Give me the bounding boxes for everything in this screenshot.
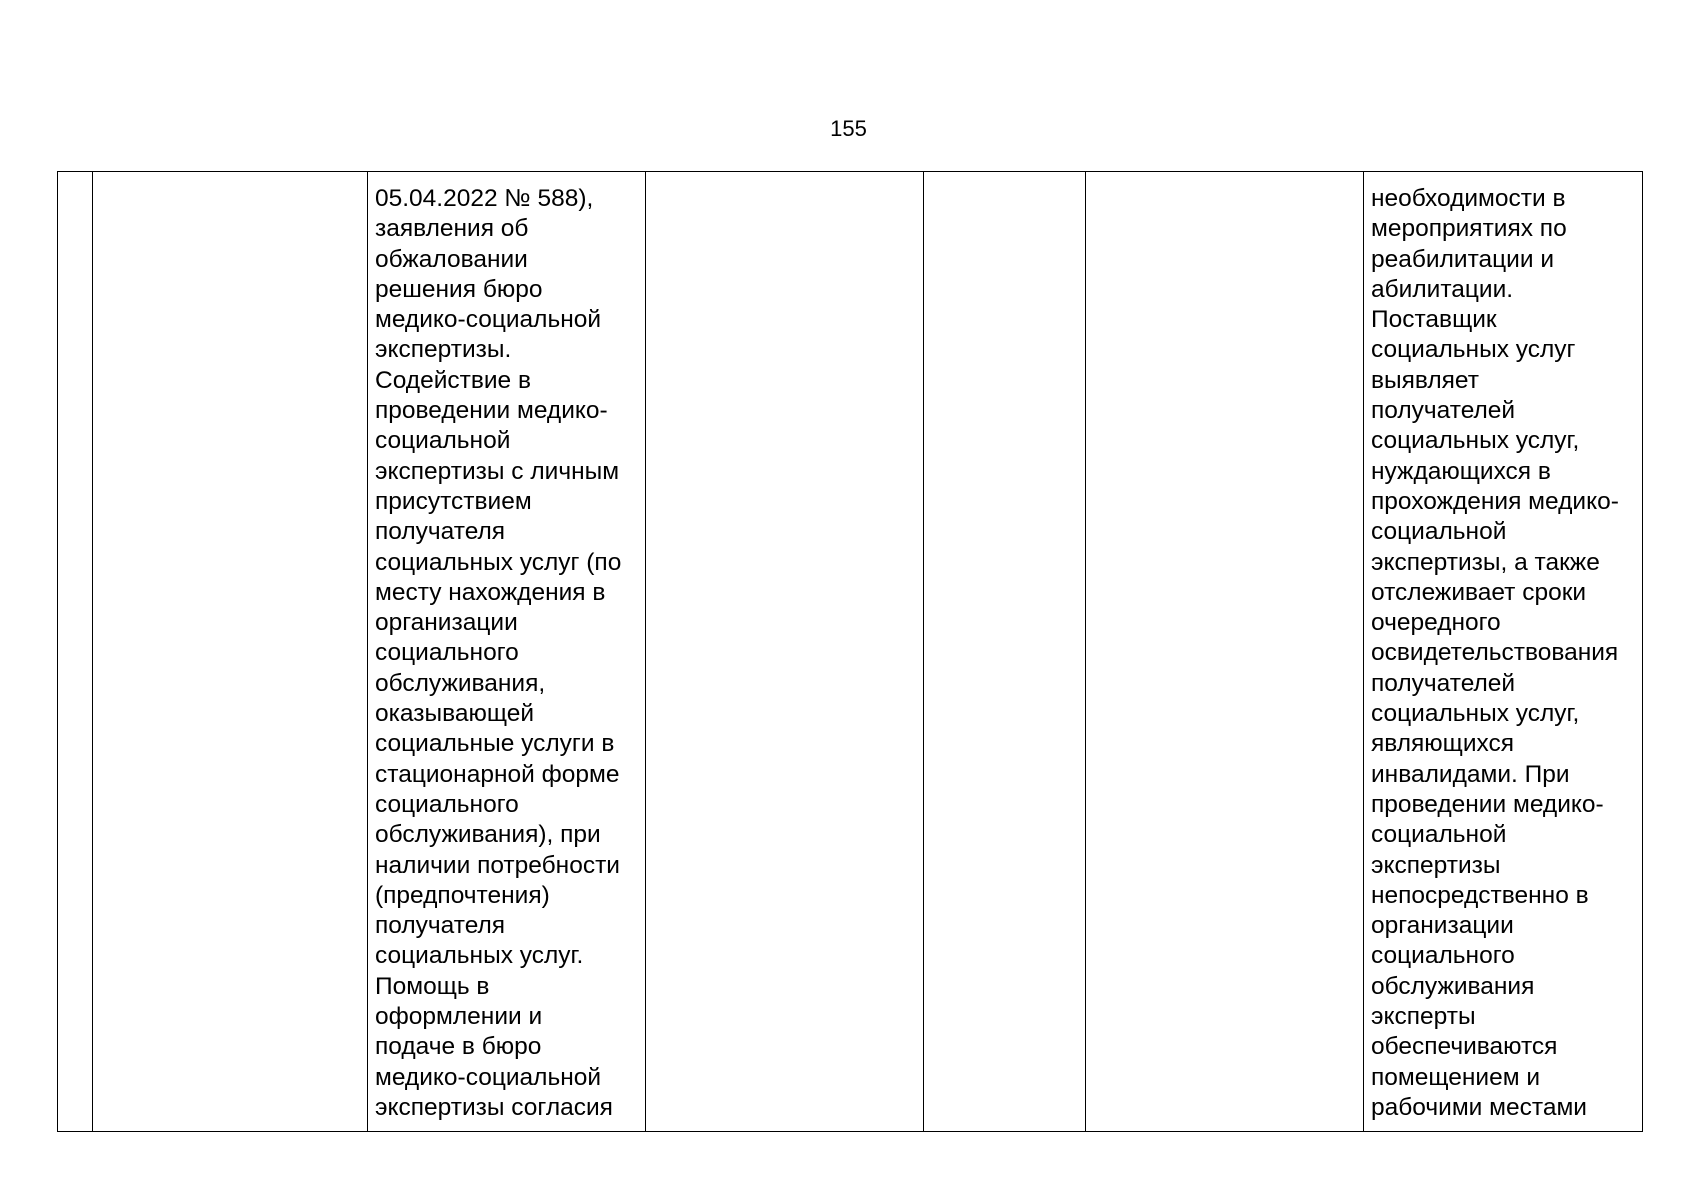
- page-number: 155: [830, 116, 867, 141]
- table-cell-col6: [1086, 172, 1364, 1132]
- table-row: [58, 172, 1643, 1132]
- table-cell-col4: [646, 172, 924, 1132]
- table-cell-number: [58, 172, 93, 1132]
- service-standard-table: [57, 171, 1643, 1132]
- table-cell-col5: [924, 172, 1086, 1132]
- table-cell-service-name: [93, 172, 368, 1132]
- service-description-text: 05.04.2022 № 588), заявления об обжаловании решения бюро медико-социальной экспертизы. Содействие в проведении медико- социальной экспертизы с личным присутствием получателя социальных услуг (по месту нахождения в организации социального обслуживания, оказывающей социальные услуги в стационарной форме социального обслуживания), при наличии потребности (предпочтения) получателя социальных услуг. Помощь в оформлении и подаче в бюро медико-социальной экспертизы согласия: [375, 185, 622, 1121]
- table-cell-conditions: [1364, 172, 1643, 1132]
- table-cell-service-description: [368, 172, 646, 1132]
- conditions-text: необходимости в мероприятиях по реабилитации и абилитации. Поставщик социальных услуг выявляет получателей социальных услуг, нуждающихся в прохождения медико- социальной экспертизы, а также отслеживает сроки очередного освидетельствования получателей социальных услуг, являющихся инвалидами. При проведении медико- социальной экспертизы непосредственно в организации социального обслуживания эксперты обеспечиваются помещением и рабочими местами: [1371, 185, 1619, 1121]
